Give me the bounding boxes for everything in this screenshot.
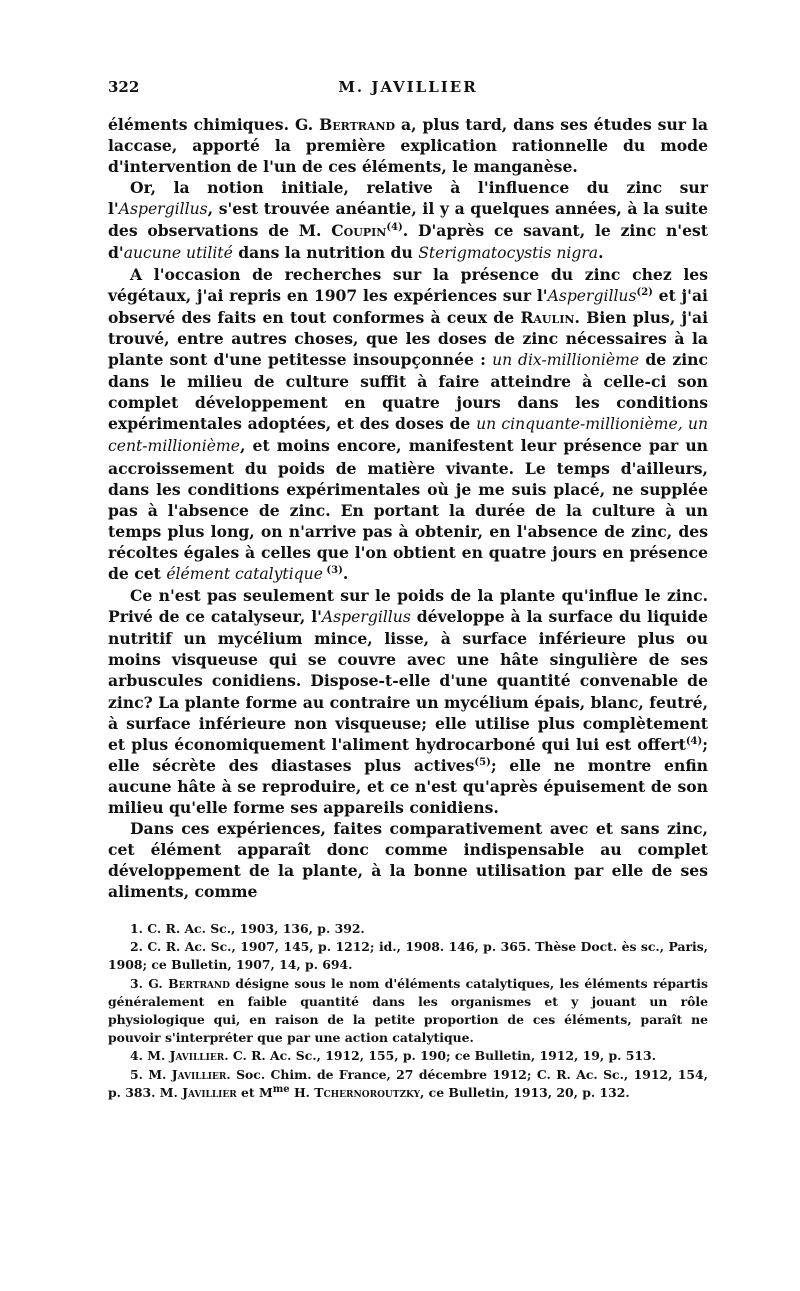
text-run: ce Bulletin [151,957,228,973]
text-run: , 1907, 145, p. 1212; [231,939,379,955]
text-run: . [226,1066,237,1082]
text-run: Dans ces expériences, faites comparativement avec et sans zinc, cet élément apparaît donc comme indispensable au complet développement de la plante, à la bonne utilisation par elle de ses aliments, comme [108,819,708,902]
footnote-1 [108,920,708,938]
text-run: ce Bulletin [454,1048,531,1064]
footnote-ref: (5) [474,756,491,768]
text-run: , 1912, 154, p. 383. M. [108,1066,708,1100]
text-run: C. R. Ac. Sc. [232,1048,317,1064]
text-run: Aspergillus [118,200,208,219]
paragraph-2 [108,177,708,263]
text-run: 2. [130,939,148,955]
text-run: . [224,1048,233,1064]
text-run: , 27 décembre 1912; [386,1066,537,1082]
running-head: M. JAVILLIER [338,78,478,96]
footnote-5 [108,1066,708,1102]
text-run: 4. M. [130,1048,170,1064]
footnotes [108,920,708,1102]
text-run: , s'est trouvée anéantie, il y a quelques années, à la suite des observations de M. [108,199,708,241]
text-run: id. [378,939,397,955]
text-run: et j'ai observé des faits en tout conformes à ceux de [108,285,708,327]
text-run: H. [289,1084,315,1100]
text-run: Javillier [169,1048,225,1064]
text-run: développe à la surface du liquide nutritif un mycélium mince, lisse, à surface inférieure plus ou moins visqueuse qui se couvre avec une hâte singulière de ses arbuscules conidiens. Dispose-t-elle d'une quantité convenable de zinc? La plante forme au contraire un mycélium épais, blanc, feutré, à surface inférieure non visqueuse; elle utilise plus complètement et plus économiquement l'aliment hydrocarboné qui lui est offert [108,607,708,754]
text-run: , 1913, 20, p. 132. [504,1084,630,1100]
text-run: Javillier [171,1066,227,1082]
paragraph-5 [108,818,708,902]
footnote-2 [108,938,708,974]
text-run: Sterigmatocystis nigra [418,243,599,262]
footnote-ref: (4) [386,222,403,234]
text-run: de zinc dans le milieu de culture suffit à faire atteindre à celle-ci son complet développement en quatre jours dans les conditions expérimentales adoptées, et des doses de [108,350,709,434]
text-run: Soc. Chim. de France [236,1066,387,1082]
footnote-ref: (4) [685,735,703,747]
text-run: , 1912, 19, p. 513. [530,1048,656,1064]
text-run: 1. [130,921,148,936]
text-run: 5. M. [130,1066,172,1082]
text-run: Aspergillus [321,608,411,627]
text-run: et M [236,1084,273,1100]
text-run: , Paris, 1908; [108,939,708,973]
text-run: un dix-millionième [492,351,640,370]
paragraph-3 [108,264,708,585]
text-run: un cinquante-millionième, un cent-millionième [108,415,708,456]
paragraph-4 [108,585,708,818]
text-run: ; elle sécrète des diastases plus actives [108,734,708,775]
text-run: Bertrand [319,115,396,134]
text-run: . [342,563,349,583]
text-run: , 1908. 146, p. 365. [396,939,536,955]
text-run: . [598,242,604,262]
text-run: , [420,1084,429,1100]
text-run: Aspergillus [547,286,637,305]
text-run: éléments chimiques. G. [108,115,320,134]
page-header [108,78,708,100]
text-run: Raulin [520,307,575,327]
text-run: aucune utilité [123,243,233,262]
text-run: Bertrand [168,975,230,991]
text-run: Ce n'est pas seulement sur le poids de la plante qu'influe le zinc. Privé de ce catalyseur, l' [108,586,708,627]
text-run: . D'après ce savant, le zinc n'est d' [108,221,708,262]
text-run: , et moins encore, manifestent leur présence par un accroissement du poids de matière vivante. Le temps d'ailleurs, dans les conditions expérimentales où je me suis placé, ne supplée pas à l'absence de zinc. En portant la durée de la culture à un temps plus long, on n'arrive pas à obtenir, en l'absence de zinc, des récoltes égales à celles que l'on obtient en quatre jours en présence de cet [108,436,708,583]
text-run: 3. G. [130,975,169,991]
footnote-ref: me [272,1083,290,1095]
text-run: a, plus tard, dans ses études sur la laccase, apporté la première explication rationnelle du mode d'intervention de l'un de ces éléments, le manganèse. [108,115,708,177]
footnote-3 [108,975,708,1048]
text-run: . Bien plus, j'ai trouvé, entre autres choses, que les doses de zinc nécessaires à la plante sont d'une petitesse insoupçonnée : [108,307,708,370]
text-run: ce Bulletin [428,1084,505,1100]
text-run: , 1907, 14, p. 694. [227,957,353,973]
body-text [108,114,708,902]
text-run: Coupin [331,221,387,241]
text-run: dans la nutrition du [232,242,419,262]
text-run: Thèse Doct. ès sc. [535,939,660,955]
text-run: désigne sous le nom d'éléments catalytiques, les éléments répartis généralement en faible quantité dans les organismes et y jouant un rôle physiologique qui, en raison de la petite proportion de ces éléments, paraît ne pouvoir s'interpréter que par une action catalytique. [108,975,708,1046]
text-run: Javillier [182,1084,237,1100]
text-run: C. R. Ac. Sc. [147,939,232,955]
footnote-4 [108,1047,708,1065]
page-number: 322 [108,78,140,96]
footnote-ref: (2) [636,286,653,298]
text-run: , 1912, 155, p. 190; [316,1048,455,1064]
text-run: A l'occasion de recherches sur la présence du zinc chez les végétaux, j'ai repris en 1907 les expériences sur l' [108,264,708,305]
text-run: ; elle ne montre enfin aucune hâte à se reproduire, et ce n'est qu'après épuisement de son milieu qu'elle forme ses appareils conidiens. [108,755,708,817]
text-run: Or, la notion initiale, relative à l'influence du zinc sur l' [108,178,708,219]
text-run: élément catalytique [166,564,323,583]
text-run: Tchernoroutzky [314,1084,421,1100]
footnote-ref: (3) [322,564,343,576]
text-run: , 1903, 136, p. 392. [231,921,365,936]
text-run: C. R. Ac. Sc. [147,921,232,936]
paragraph-1 [108,114,708,177]
text-run: C. R. Ac. Sc. [536,1066,624,1082]
